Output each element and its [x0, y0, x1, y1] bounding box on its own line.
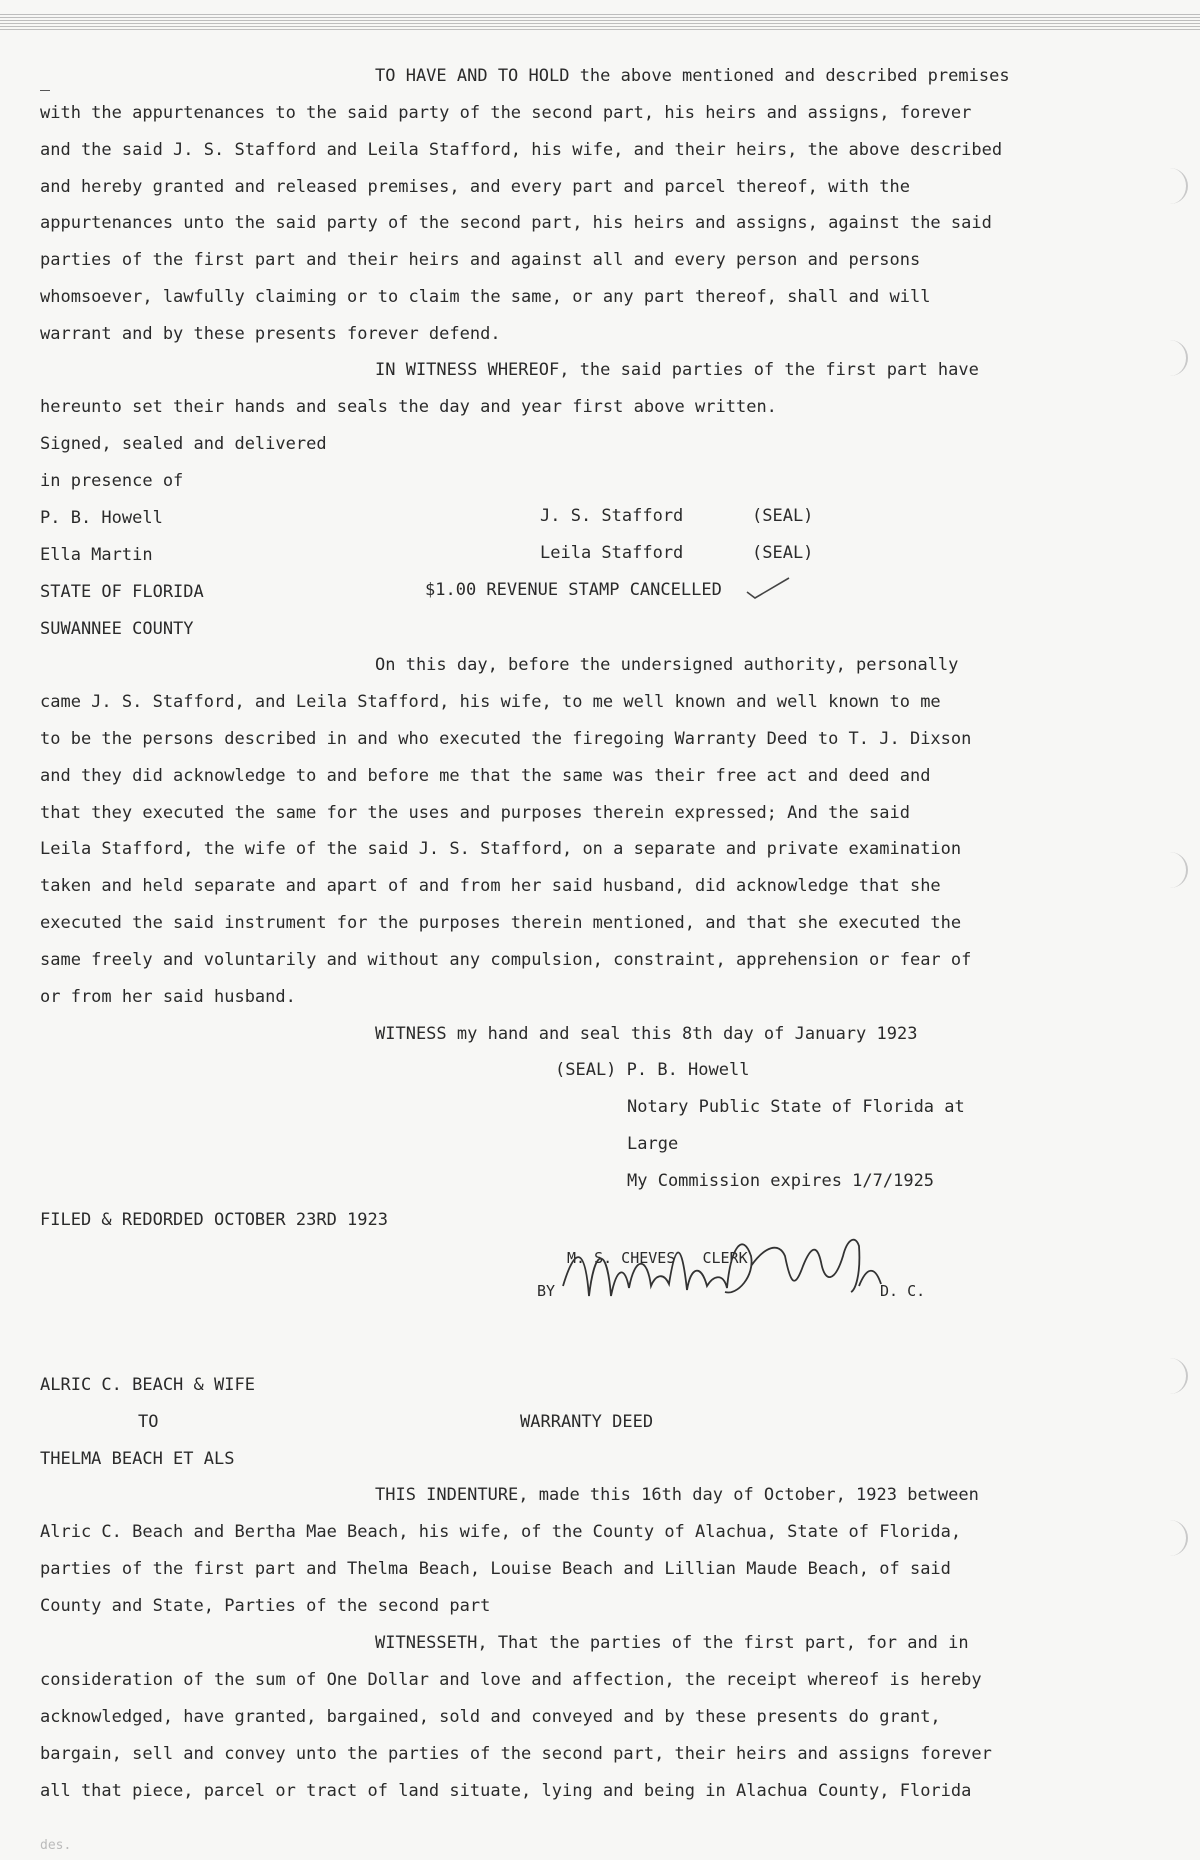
witnesseth-line: acknowledged, have granted, bargained, sold and conveyed and by these presents do grant, [40, 1707, 941, 1727]
top-rule [0, 14, 1200, 30]
clerk-signature [555, 1226, 895, 1316]
continuation-mark: des. [40, 1838, 72, 1853]
habendum-line: whomsoever, lawfully claiming or to claim the same, or any part thereof, shall and will [40, 287, 931, 307]
acknowledgment-line: that they executed the same for the uses and purposes therein expressed; And the said [40, 803, 910, 823]
margin-mark [40, 90, 50, 91]
revenue-stamp-note: $1.00 REVENUE STAMP CANCELLED [425, 580, 722, 600]
witness-clause-line: IN WITNESS WHEREOF, the said parties of the first part have [375, 360, 979, 380]
signed-line: Signed, sealed and delivered [40, 434, 327, 454]
habendum-line: parties of the first part and their heirs and against all and every person and persons [40, 250, 921, 270]
clerk-name: M. S. CHEVES CLERK [567, 1249, 748, 1267]
indenture-line: County and State, Parties of the second part [40, 1596, 491, 1616]
indenture-line: Alric C. Beach and Bertha Mae Beach, his wife, of the County of Alachua, State of Florida, [40, 1522, 962, 1542]
acknowledgment-line: to be the persons described in and who executed the firegoing Warranty Deed to T. J. Dixson [40, 729, 972, 749]
by-label: BY [537, 1282, 556, 1300]
signer-name: J. S. Stafford [540, 506, 684, 526]
acknowledgment-line: Leila Stafford, the wife of the said J. S. Stafford, on a separate and private examination [40, 839, 962, 859]
notary-title: Notary Public State of Florida at [627, 1097, 965, 1117]
punch-hole-mark [1158, 852, 1188, 888]
habendum-line: and hereby granted and released premises, and every part and parcel thereof, with the [40, 177, 910, 197]
notary-witness: WITNESS my hand and seal this 8th day of January 1923 [375, 1024, 918, 1044]
acknowledgment-line: same freely and voluntarily and without any compulsion, constraint, apprehension or fear of [40, 950, 972, 970]
grantor-heading: ALRIC C. BEACH & WIFE [40, 1375, 255, 1395]
habendum-line: warrant and by these presents forever defend. [40, 324, 501, 344]
witnesseth-line: all that piece, parcel or tract of land situate, lying and being in Alachua County, Florida [40, 1781, 972, 1801]
dc-label: D. C. [880, 1282, 926, 1300]
notary-commission: My Commission expires 1/7/1925 [627, 1171, 935, 1191]
acknowledgment-line: executed the said instrument for the purposes therein mentioned, and that she executed the [40, 913, 962, 933]
acknowledgment-line: came J. S. Stafford, and Leila Stafford, his wife, to me well known and well known to me [40, 692, 941, 712]
punch-hole-mark [1158, 340, 1188, 376]
county-heading: SUWANNEE COUNTY [40, 619, 194, 639]
witness-clause-line: hereunto set their hands and seals the day and year first above written. [40, 397, 777, 417]
indenture-line: THIS INDENTURE, made this 16th day of October, 1923 between [375, 1485, 979, 1505]
habendum-line: with the appurtenances to the said party of the second part, his heirs and assigns, forever [40, 103, 972, 123]
indenture-line: parties of the first part and Thelma Beach, Louise Beach and Lillian Maude Beach, of said [40, 1559, 951, 1579]
acknowledgment-line: and they did acknowledge to and before me that the same was their free act and deed and [40, 766, 931, 786]
checkmark-icon [745, 576, 791, 602]
witnesseth-line: WITNESSETH, That the parties of the first part, for and in [375, 1633, 969, 1653]
witnesseth-line: consideration of the sum of One Dollar and love and affection, the receipt whereof is hereby [40, 1670, 982, 1690]
punch-hole-mark [1158, 1520, 1188, 1556]
habendum-line: and the said J. S. Stafford and Leila Stafford, his wife, and their heirs, the above described [40, 140, 1003, 160]
punch-hole-mark [1158, 168, 1188, 204]
notary-seal: (SEAL) P. B. Howell [555, 1060, 750, 1080]
acknowledgment-line: or from her said husband. [40, 987, 296, 1007]
acknowledgment-line: taken and held separate and apart of and from her said husband, did acknowledge that she [40, 876, 941, 896]
seal-label: (SEAL) [752, 506, 814, 526]
to-label: TO [138, 1412, 159, 1432]
notary-title: Large [627, 1134, 679, 1154]
state-heading: STATE OF FLORIDA [40, 582, 204, 602]
acknowledgment-line: On this day, before the undersigned authority, personally [375, 655, 959, 675]
witnesseth-line: bargain, sell and convey unto the parties of the second part, their heirs and assigns forever [40, 1744, 992, 1764]
punch-hole-mark [1158, 1358, 1188, 1394]
habendum-line: appurtenances unto the said party of the second part, his heirs and assigns, against the said [40, 213, 992, 233]
signed-line: in presence of [40, 471, 184, 491]
seal-label: (SEAL) [752, 543, 814, 563]
grantee-heading: THELMA BEACH ET ALS [40, 1449, 235, 1469]
signer-name: Leila Stafford [540, 543, 684, 563]
witness-name: P. B. Howell [40, 508, 163, 528]
deed-title: WARRANTY DEED [520, 1412, 654, 1432]
witness-name: Ella Martin [40, 545, 153, 565]
filed-note: FILED & REDORDED OCTOBER 23RD 1923 [40, 1210, 388, 1230]
habendum-line: TO HAVE AND TO HOLD the above mentioned and described premises [375, 66, 1010, 86]
